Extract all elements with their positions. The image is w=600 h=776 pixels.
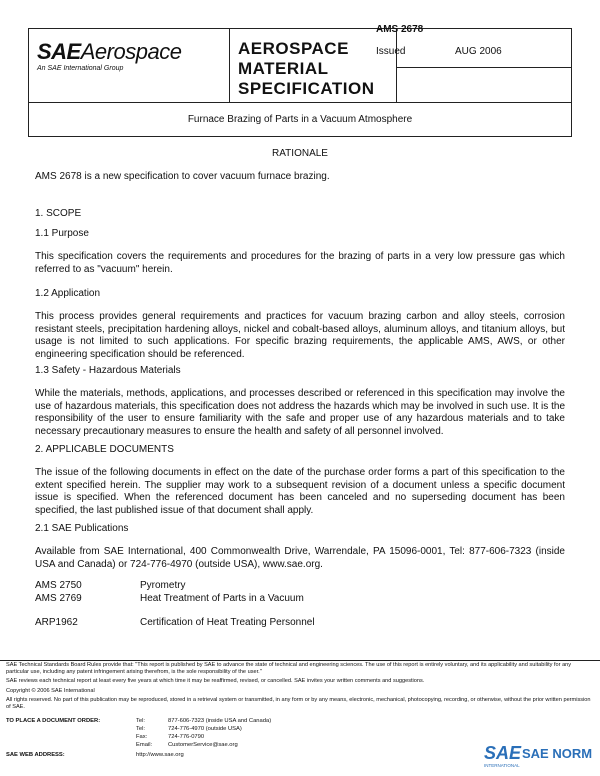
tel-label: Tel: [136, 718, 146, 724]
section-scope-heading: 1. SCOPE [35, 208, 82, 219]
fax-value: 724-776-0790 [168, 734, 205, 740]
section-application-heading: 1.2 Application [35, 288, 101, 299]
header-divider [396, 29, 397, 102]
web-label: SAE WEB ADDRESS: [6, 752, 65, 758]
section-safety-text: While the materials, methods, applications, and processes described or referenced in this specification may involve the use of hazardous materials, this specification does not address the hazards which may be involved in such use. It is the responsibility of the user to ensure familiarity with the safe and proper use of any hazardous materials and to take necessary precautionary measures to ensure the health and safety of all personnel involved. [35, 388, 565, 437]
footer-rights: All rights reserved. No part of this publication may be reproduced, stored in a retrieval system or transmitted, in any form or by any means, electronic, mechanical, photocopying, recording, or otherwise, without the prior written permission of SAE. [6, 697, 591, 710]
logo-tagline: An SAE International Group [37, 65, 124, 72]
sae-norm-word: SAE NORM [522, 746, 593, 761]
header-box [28, 28, 572, 103]
tel-label: Tel: [136, 726, 146, 732]
ams-number: AMS 2678 [376, 24, 424, 35]
section-safety-heading: 1.3 Safety - Hazardous Materials [35, 365, 181, 376]
web-link[interactable]: http://www.sae.org [136, 752, 184, 758]
rationale-text: AMS 2678 is a new specification to cover vacuum furnace brazing. [35, 171, 330, 182]
rationale-heading: RATIONALE [272, 148, 328, 159]
sae-norm-mark: SAE [484, 743, 522, 763]
email-link[interactable]: CustomerService@sae.org [168, 742, 238, 748]
sae-norm-stamp [484, 741, 594, 771]
sae-aerospace-logo: SAEAerospace [37, 39, 182, 64]
footer-rule [0, 660, 600, 661]
reference-code: AMS 2750 [35, 580, 82, 591]
footer-review-notice: SAE reviews each technical report at least every five years at which time it may be reaffirmed, revised, or cancelled. SAE invites your written comments and suggestions. [6, 678, 425, 684]
reference-code: ARP1962 [35, 617, 78, 628]
header-divider [396, 67, 571, 68]
section-purpose-heading: 1.1 Purpose [35, 228, 89, 239]
document-type: AEROSPACE MATERIAL SPECIFICATION [238, 39, 375, 98]
section-sae-publications-text: Available from SAE International, 400 Commonwealth Drive, Warrendale, PA 15096-0001, Tel: 877-606-7323 (inside USA and Canada) or 724-776-4970 (outside USA), www.sae.org. [35, 546, 565, 570]
section-sae-publications-heading: 2.1 SAE Publications [35, 523, 129, 534]
reference-code: AMS 2769 [35, 593, 82, 604]
issued-label: Issued [376, 46, 406, 57]
section-application-text: This process provides general requirements and practices for vacuum brazing carbon and alloy steels, corrosion resistant steels, precipitation hardening alloys, nickel and cobalt-based alloys, aluminum alloys, and titanium alloys, but usage is not limited to such applications. For specific brazing requirements, the applicable AMS, AWS, or other engineering specification should be referenced. [35, 311, 565, 360]
fax-label: Fax: [136, 734, 148, 740]
tel-value: 724-776-4970 (outside USA) [168, 726, 242, 732]
footer-rules-notice: SAE Technical Standards Board Rules provide that: "This report is published by SAE to advance the state of technical and engineering sciences. The use of this report is entirely voluntary, and its applicability and suitability for any particular use, including any patent infringement arising therefrom, is the sole responsibility of the user." [6, 662, 572, 675]
reference-title: Heat Treatment of Parts in a Vacuum [140, 593, 304, 604]
document-title: Furnace Brazing of Parts in a Vacuum Atmosphere [28, 103, 572, 137]
header-divider [229, 29, 230, 102]
reference-title: Certification of Heat Treating Personnel [140, 617, 315, 628]
email-label: Email: [136, 742, 153, 748]
order-label: TO PLACE A DOCUMENT ORDER: [6, 718, 101, 724]
section-documents-text: The issue of the following documents in effect on the date of the purchase order forms a part of this specification to the extent specified herein. The supplier may work to a subsequent revision of a document unless a specific document issue is specified. When the referenced document has been canceled and no superseding document has been specified, the last published issue of that document shall apply. [35, 467, 565, 516]
reference-title: Pyrometry [140, 580, 186, 591]
section-purpose-text: This specification covers the requirements and procedures for the brazing of parts in a very low pressure gas which referred to as "vacuum" herein. [35, 251, 565, 275]
footer-copyright: Copyright © 2006 SAE International [6, 688, 95, 694]
tel-value: 877-606-7323 (inside USA and Canada) [168, 718, 272, 724]
issued-date: AUG 2006 [455, 46, 502, 57]
section-documents-heading: 2. APPLICABLE DOCUMENTS [35, 444, 174, 455]
sae-norm-sub: INTERNATIONAL [484, 763, 520, 768]
